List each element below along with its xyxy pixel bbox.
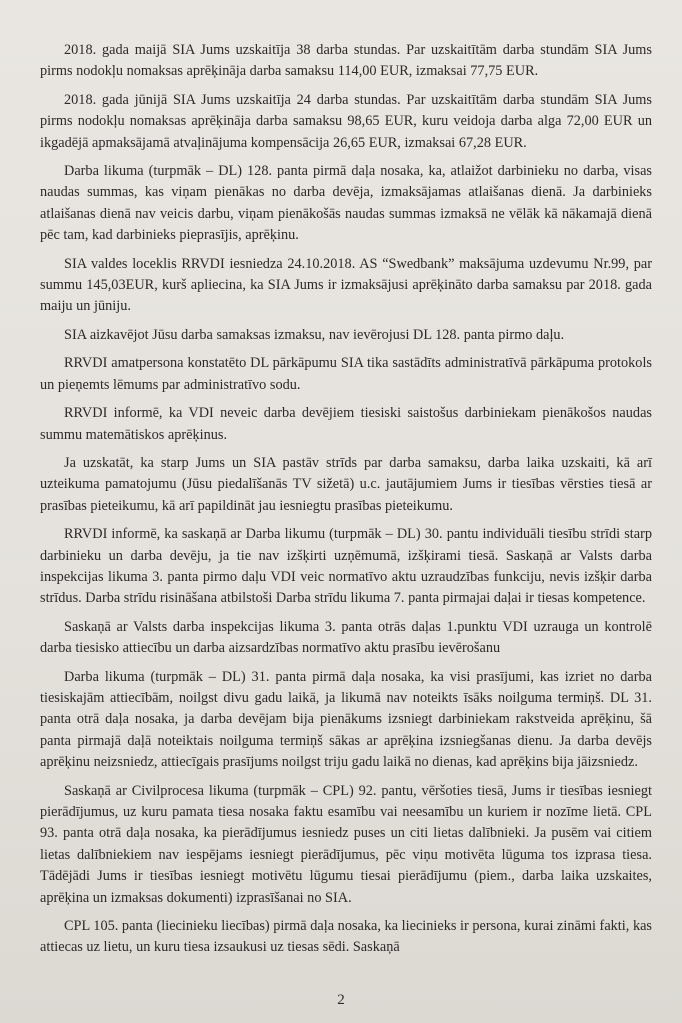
paragraph-4: SIA valdes loceklis RRVDI iesniedza 24.10.2018. AS “Swedbank” maksājuma uzdevumu Nr.99, par summu 145,03EUR, kurš apliecina, ka SIA Jums ir izmaksājusi aprēķināto darba samaksu par 2018. gada maiju un jūniju. <box>40 255 652 315</box>
page-number: 2 <box>337 992 345 1008</box>
paragraph-8: Ja uzskatāt, ka starp Jums un SIA pastāv strīds par darba samaksu, darba laika uzskaiti, kā arī uzteikuma pamatojumu (Jūsu piedalīšanās TV sižetā) u.c. jautājumiem Jums ir tiesības vērsties tiesā ar prasības pieteikumu, kā arī papildināt jau iesniegtu prasības pieteikumu. <box>40 454 652 514</box>
paragraph-7: RRVDI informē, ka VDI neveic darba devējiem tiesiski saistošus darbiniekam pienākošos naudas summu matemātiskos aprēķinus. <box>40 405 652 443</box>
paragraph-5: SIA aizkavējot Jūsu darba samaksas izmaksu, nav ievērojusi DL 128. panta pirmo daļu. <box>64 326 565 343</box>
paragraph-12: Saskaņā ar Civilprocesa likuma (turpmāk – CPL) 92. pantu, vēršoties tiesā, Jums ir tiesības iesniegt pierādījumus, uz kuru pamata tiesa nosaka faktu esamību vai neesamību un kuriem ir nozīme lietā. CPL 93. panta otrā daļa nosaka, ka pierādījumus iesniedz puses un citi lietas dalībnieki. Ja pusēm vai citiem lietas dalībniekiem nav iespējams iesniegt pierādījumus, pēc viņu motivēta lūguma tos izprasa tiesa. Tādējādi Jums ir tiesības iesniegt motivētu lūgumu tiesai pierādījumu (piem., darba laika uzskaites, aprēķina un izmaksas dokumenti) izprasīšanai no SIA. <box>40 782 652 906</box>
paragraph-9: RRVDI informē, ka saskaņā ar Darba likumu (turpmāk – DL) 30. pantu individuāli tiesību strīdi starp darbinieku un darba devēju, ja tie nav izšķirti uzņēmumā, izšķirami tiesā. Saskaņā ar Valsts darba inspekcijas likuma 3. panta pirmo daļu VDI veic normatīvo aktu uzraudzības funkciju, nevis izšķir darba strīdus. Darba strīdu risināšana atbilstoši Darba strīdu likuma 7. panta pirmajai daļai ir tiesas kompetence. <box>40 526 652 607</box>
paragraph-11: Darba likuma (turpmāk – DL) 31. panta pirmā daļa nosaka, ka visi prasījumi, kas izriet no darba tiesiskajām attiecībām, noilgst divu gadu laikā, ja likumā nav noteikts īsāks noilguma termiņš. DL 31. panta otrā daļa nosaka, ja darba devējam bija pienākums izsniegt darbiniekam rakstveida aprēķinu, šā panta pirmajā daļā noteiktais noilguma termiņš sākas ar aprēķina izsniegšanas dienu. Ja darba devējs aprēķinu neizsniedz, attiecīgais prasījums noilgst triju gadu laikā no dienas, kad aprēķins bija jāizsniedz. <box>40 668 652 771</box>
paragraph-13: CPL 105. panta (liecinieku liecības) pirmā daļa nosaka, ka liecinieks ir persona, kurai zināmi fakti, kas attiecas uz lietu, un kuru tiesa izsaukusi uz tiesas sēdi. Saskaņā <box>40 918 652 956</box>
paragraph-10: Saskaņā ar Valsts darba inspekcijas likuma 3. panta otrās daļas 1.punktu VDI uzrauga un kontrolē darba tiesisko attiecību un darba aizsardzības normatīvo aktu prasību ievērošanu <box>40 618 652 657</box>
paragraph-3: Darba likuma (turpmāk – DL) 128. panta pirmā daļa nosaka, ka, atlaižot darbinieku no darba, visas naudas summas, kas viņam pienākas no darba devēja, izmaksājamas atlaišanas dienā. Ja darbinieks atlaišanas dienā nav veicis darbu, viņam pienākošās naudas summas izmaksā ne vēlāk kā nākamajā dienā pēc tam, kad darbinieks pieprasījis, aprēķinu. <box>40 163 652 244</box>
document-body <box>40 40 652 966</box>
paragraph-6: RRVDI amatpersona konstatēto DL pārkāpumu SIA tika sastādīts administratīvā pārkāpuma protokols un pieņemts lēmums par administratīvo sodu. <box>40 355 652 393</box>
paragraph-2: 2018. gada jūnijā SIA Jums uzskaitīja 24 darba stundas. Par uzskaitītām darba stundām SIA Jums pirms nodokļu nomaksas aprēķināja darba samaksu 98,65 EUR, kuru veidoja darba alga 72,00 EUR un ikgadējā apmaksājamā atvaļinājuma kompensācija 26,65 EUR, izmaksai 67,28 EUR. <box>40 91 652 151</box>
paragraph-1: 2018. gada maijā SIA Jums uzskaitīja 38 darba stundas. Par uzskaitītām darba stundām SIA Jums pirms nodokļu nomaksas aprēķināja darba samaksu 114,00 EUR, izmaksai 77,75 EUR. <box>40 42 652 80</box>
